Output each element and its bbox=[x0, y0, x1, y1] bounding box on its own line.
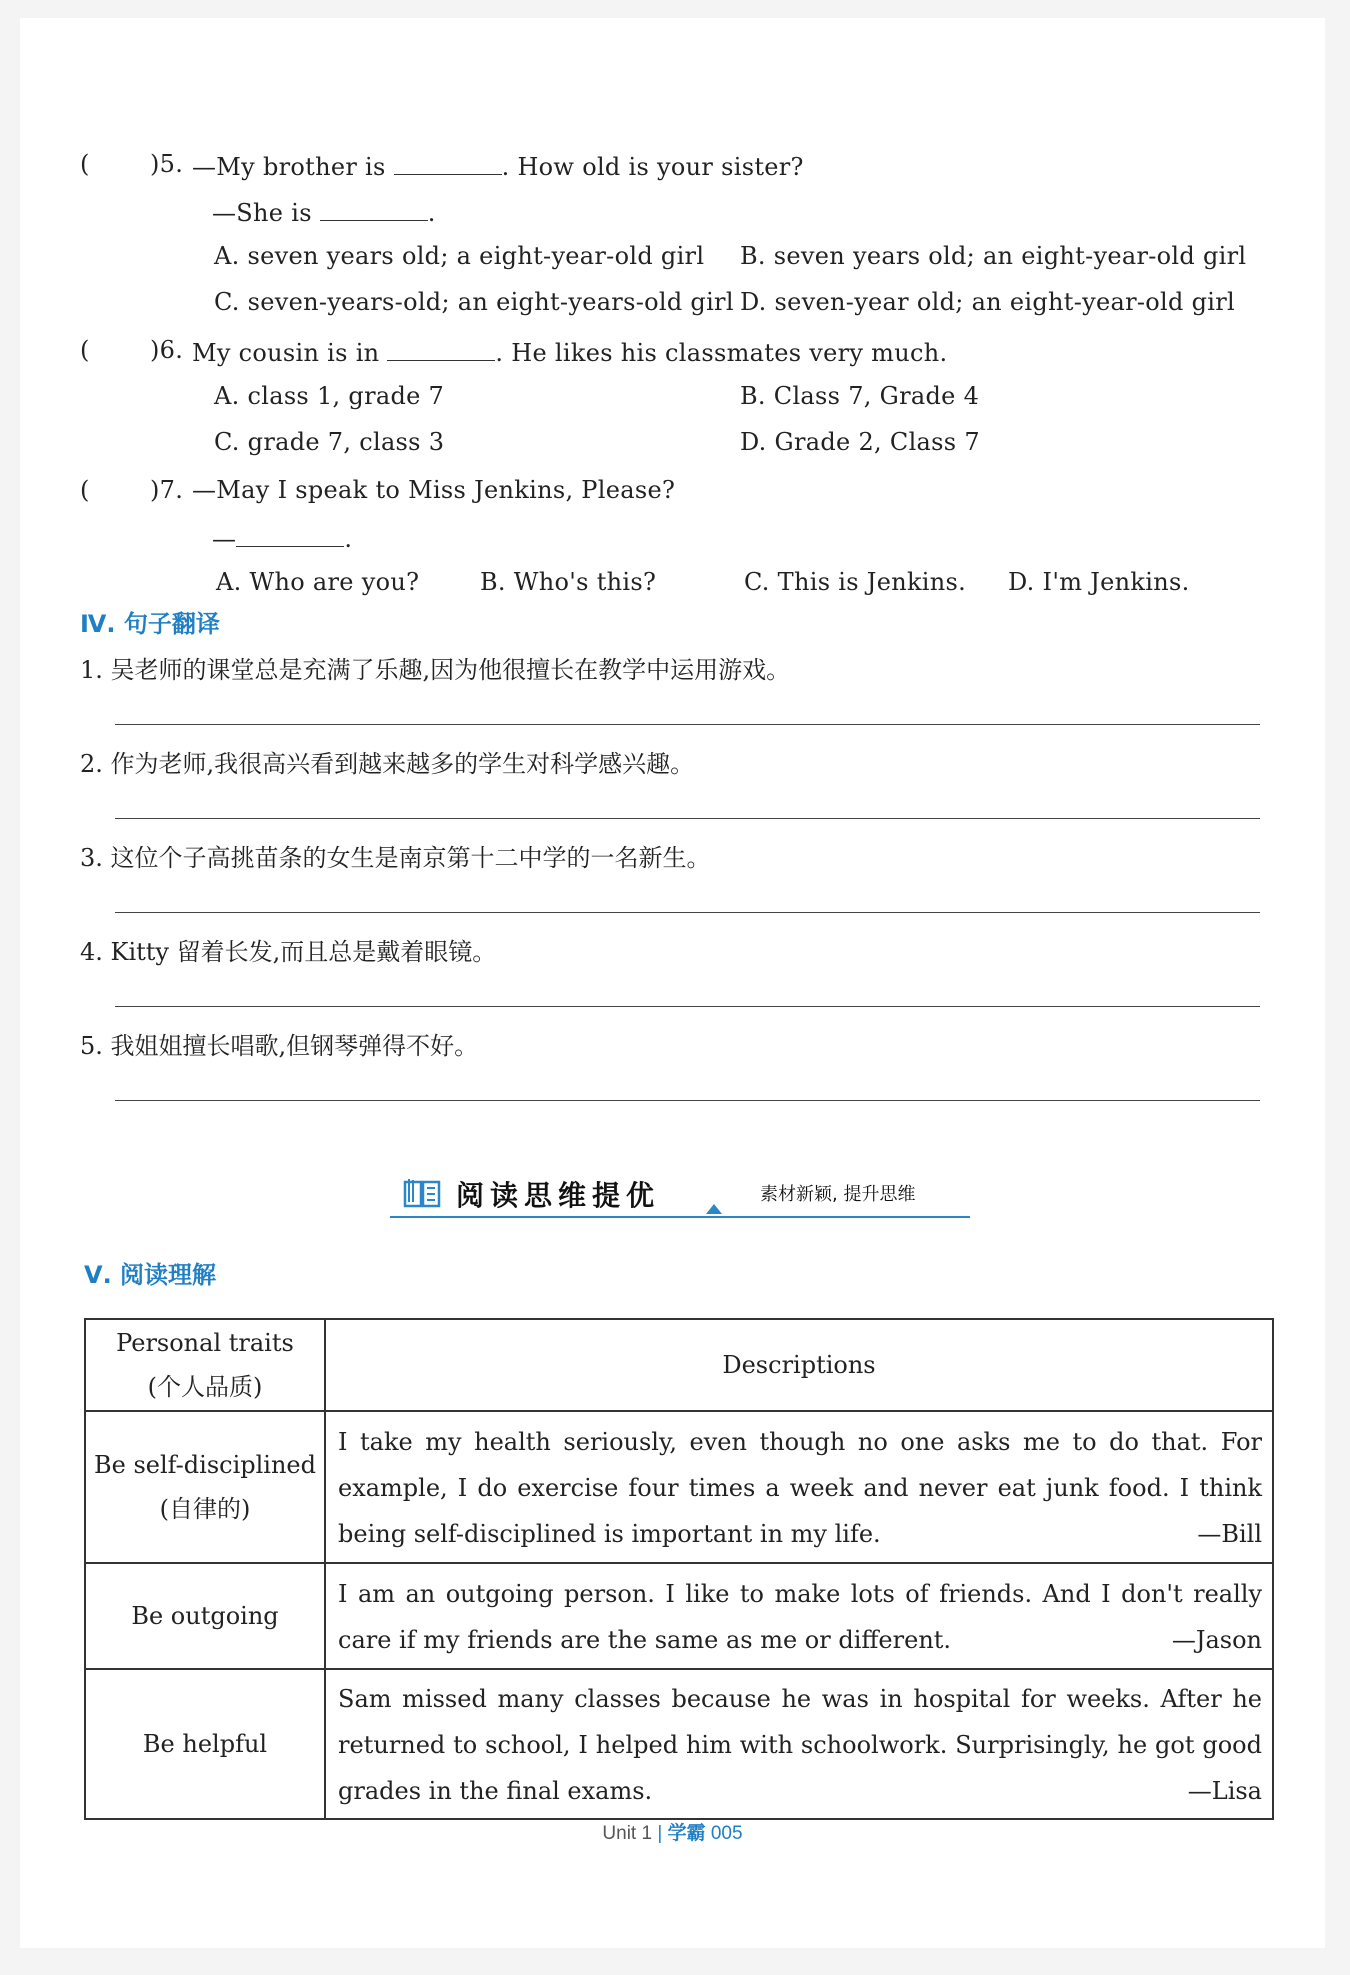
translation-item: 4. Kitty 留着长发,而且总是戴着眼镜。 bbox=[80, 938, 497, 966]
trait-name-cn: (自律的) bbox=[159, 1495, 251, 1523]
question-number: )5. bbox=[150, 150, 184, 178]
answer-blank[interactable] bbox=[394, 150, 502, 175]
answer-paren: ( bbox=[80, 476, 90, 504]
header-desc-cell bbox=[325, 1319, 1273, 1411]
description-text: I take my health seriously, even though no one asks me to do that. For example, I do exercise four times a week and never eat junk food. I think being self-disciplined is important in my life. bbox=[338, 1428, 1262, 1548]
option-d: D. seven-year old; an eight-year-old girl bbox=[740, 288, 1235, 316]
trait-cell bbox=[85, 1563, 325, 1669]
option-c: C. This is Jenkins. bbox=[744, 568, 967, 596]
option-d: D. I'm Jenkins. bbox=[1008, 568, 1190, 596]
triangle-marker-icon bbox=[706, 1202, 722, 1214]
footer-unit: Unit 1 bbox=[602, 1823, 653, 1844]
option-d: D. Grade 2, Class 7 bbox=[740, 428, 980, 456]
answer-blank[interactable] bbox=[387, 336, 495, 361]
answer-blank[interactable] bbox=[320, 196, 428, 221]
question-stem: —May I speak to Miss Jenkins, Please? bbox=[192, 476, 676, 504]
option-a: A. Who are you? bbox=[216, 568, 420, 596]
section-4-title: Ⅳ. 句子翻译 bbox=[80, 610, 220, 638]
header-desc: Descriptions bbox=[722, 1351, 876, 1379]
stem-part: . bbox=[427, 199, 436, 227]
option-a: A. seven years old; a eight-year-old girl bbox=[214, 242, 705, 270]
traits-table bbox=[84, 1318, 1274, 1820]
option-b: B. Class 7, Grade 4 bbox=[740, 382, 980, 410]
translation-item: 1. 吴老师的课堂总是充满了乐趣,因为他很擅长在教学中运用游戏。 bbox=[80, 656, 791, 684]
stem-part: . bbox=[344, 525, 353, 553]
option-c: C. grade 7, class 3 bbox=[214, 428, 445, 456]
footer-divider: | bbox=[657, 1823, 663, 1844]
question-number: )6. bbox=[150, 336, 184, 364]
page-number: 005 bbox=[710, 1823, 743, 1844]
header-trait-cell bbox=[85, 1319, 325, 1411]
signature: —Jason bbox=[1171, 1626, 1262, 1654]
signature: —Bill bbox=[1197, 1520, 1262, 1548]
desc-cell bbox=[325, 1411, 1273, 1563]
trait-name: Be self-disciplined bbox=[93, 1451, 316, 1479]
answer-line[interactable] bbox=[115, 912, 1260, 913]
trait-name: Be outgoing bbox=[131, 1602, 279, 1630]
stem-part: — bbox=[212, 525, 237, 553]
translation-item: 2. 作为老师,我很高兴看到越来越多的学生对科学感兴趣。 bbox=[80, 750, 695, 778]
signature: —Lisa bbox=[1187, 1777, 1262, 1805]
answer-paren: ( bbox=[80, 336, 90, 364]
desc-cell bbox=[325, 1669, 1273, 1819]
answer-line[interactable] bbox=[115, 818, 1260, 819]
question-number: )7. bbox=[150, 476, 184, 504]
table-row bbox=[85, 1669, 1273, 1819]
option-b: B. seven years old; an eight-year-old girl bbox=[740, 242, 1247, 270]
stem-part: . He likes his classmates very much. bbox=[495, 339, 948, 367]
answer-line[interactable] bbox=[115, 1006, 1260, 1007]
answer-line[interactable] bbox=[115, 1100, 1260, 1101]
option-b: B. Who's this? bbox=[480, 568, 657, 596]
answer-line[interactable] bbox=[115, 724, 1260, 725]
question-stem bbox=[192, 336, 947, 367]
translation-item: 3. 这位个子高挑苗条的女生是南京第十二中学的一名新生。 bbox=[80, 844, 711, 872]
stem-part: —She is bbox=[212, 199, 312, 227]
banner-underline bbox=[390, 1216, 970, 1218]
header-trait: Personal traits bbox=[116, 1329, 294, 1357]
trait-name: Be helpful bbox=[142, 1730, 268, 1758]
answer-blank[interactable] bbox=[236, 522, 344, 547]
trait-cell bbox=[85, 1411, 325, 1563]
desc-cell bbox=[325, 1563, 1273, 1669]
question-stem-line2 bbox=[212, 522, 352, 553]
stem-part: My cousin is in bbox=[192, 339, 380, 367]
table-row bbox=[85, 1563, 1273, 1669]
header-trait-cn: (个人品质) bbox=[147, 1373, 263, 1401]
page-footer bbox=[20, 1818, 1325, 1845]
description-text: I am an outgoing person. I like to make lots of friends. And I don't really care if my friends are the same as me or different. bbox=[338, 1580, 1262, 1654]
reading-banner bbox=[390, 1166, 970, 1218]
table-row bbox=[85, 1411, 1273, 1563]
table-header-row bbox=[85, 1319, 1273, 1411]
question-stem bbox=[192, 150, 804, 181]
trait-cell bbox=[85, 1669, 325, 1819]
translation-item: 5. 我姐姐擅长唱歌,但钢琴弹得不好。 bbox=[80, 1032, 479, 1060]
stem-part: . How old is your sister? bbox=[501, 153, 804, 181]
open-book-icon bbox=[402, 1176, 442, 1210]
stem-part: —My brother is bbox=[192, 153, 386, 181]
worksheet-page bbox=[20, 18, 1325, 1948]
description-text: Sam missed many classes because he was in hospital for weeks. After he returned to school, I helped him with schoolwork. Surprisingly, he got good grades in the final exams. bbox=[338, 1685, 1262, 1805]
banner-subtitle: 素材新颖, 提升思维 bbox=[760, 1184, 916, 1205]
footer-brand: 学霸 bbox=[667, 1823, 706, 1844]
option-c: C. seven-years-old; an eight-years-old girl bbox=[214, 288, 734, 316]
banner-title: 阅读思维提优 bbox=[456, 1179, 661, 1212]
option-a: A. class 1, grade 7 bbox=[214, 382, 445, 410]
answer-paren: ( bbox=[80, 150, 90, 178]
question-stem-line2 bbox=[212, 196, 436, 227]
section-5-title: Ⅴ. 阅读理解 bbox=[84, 1261, 217, 1289]
